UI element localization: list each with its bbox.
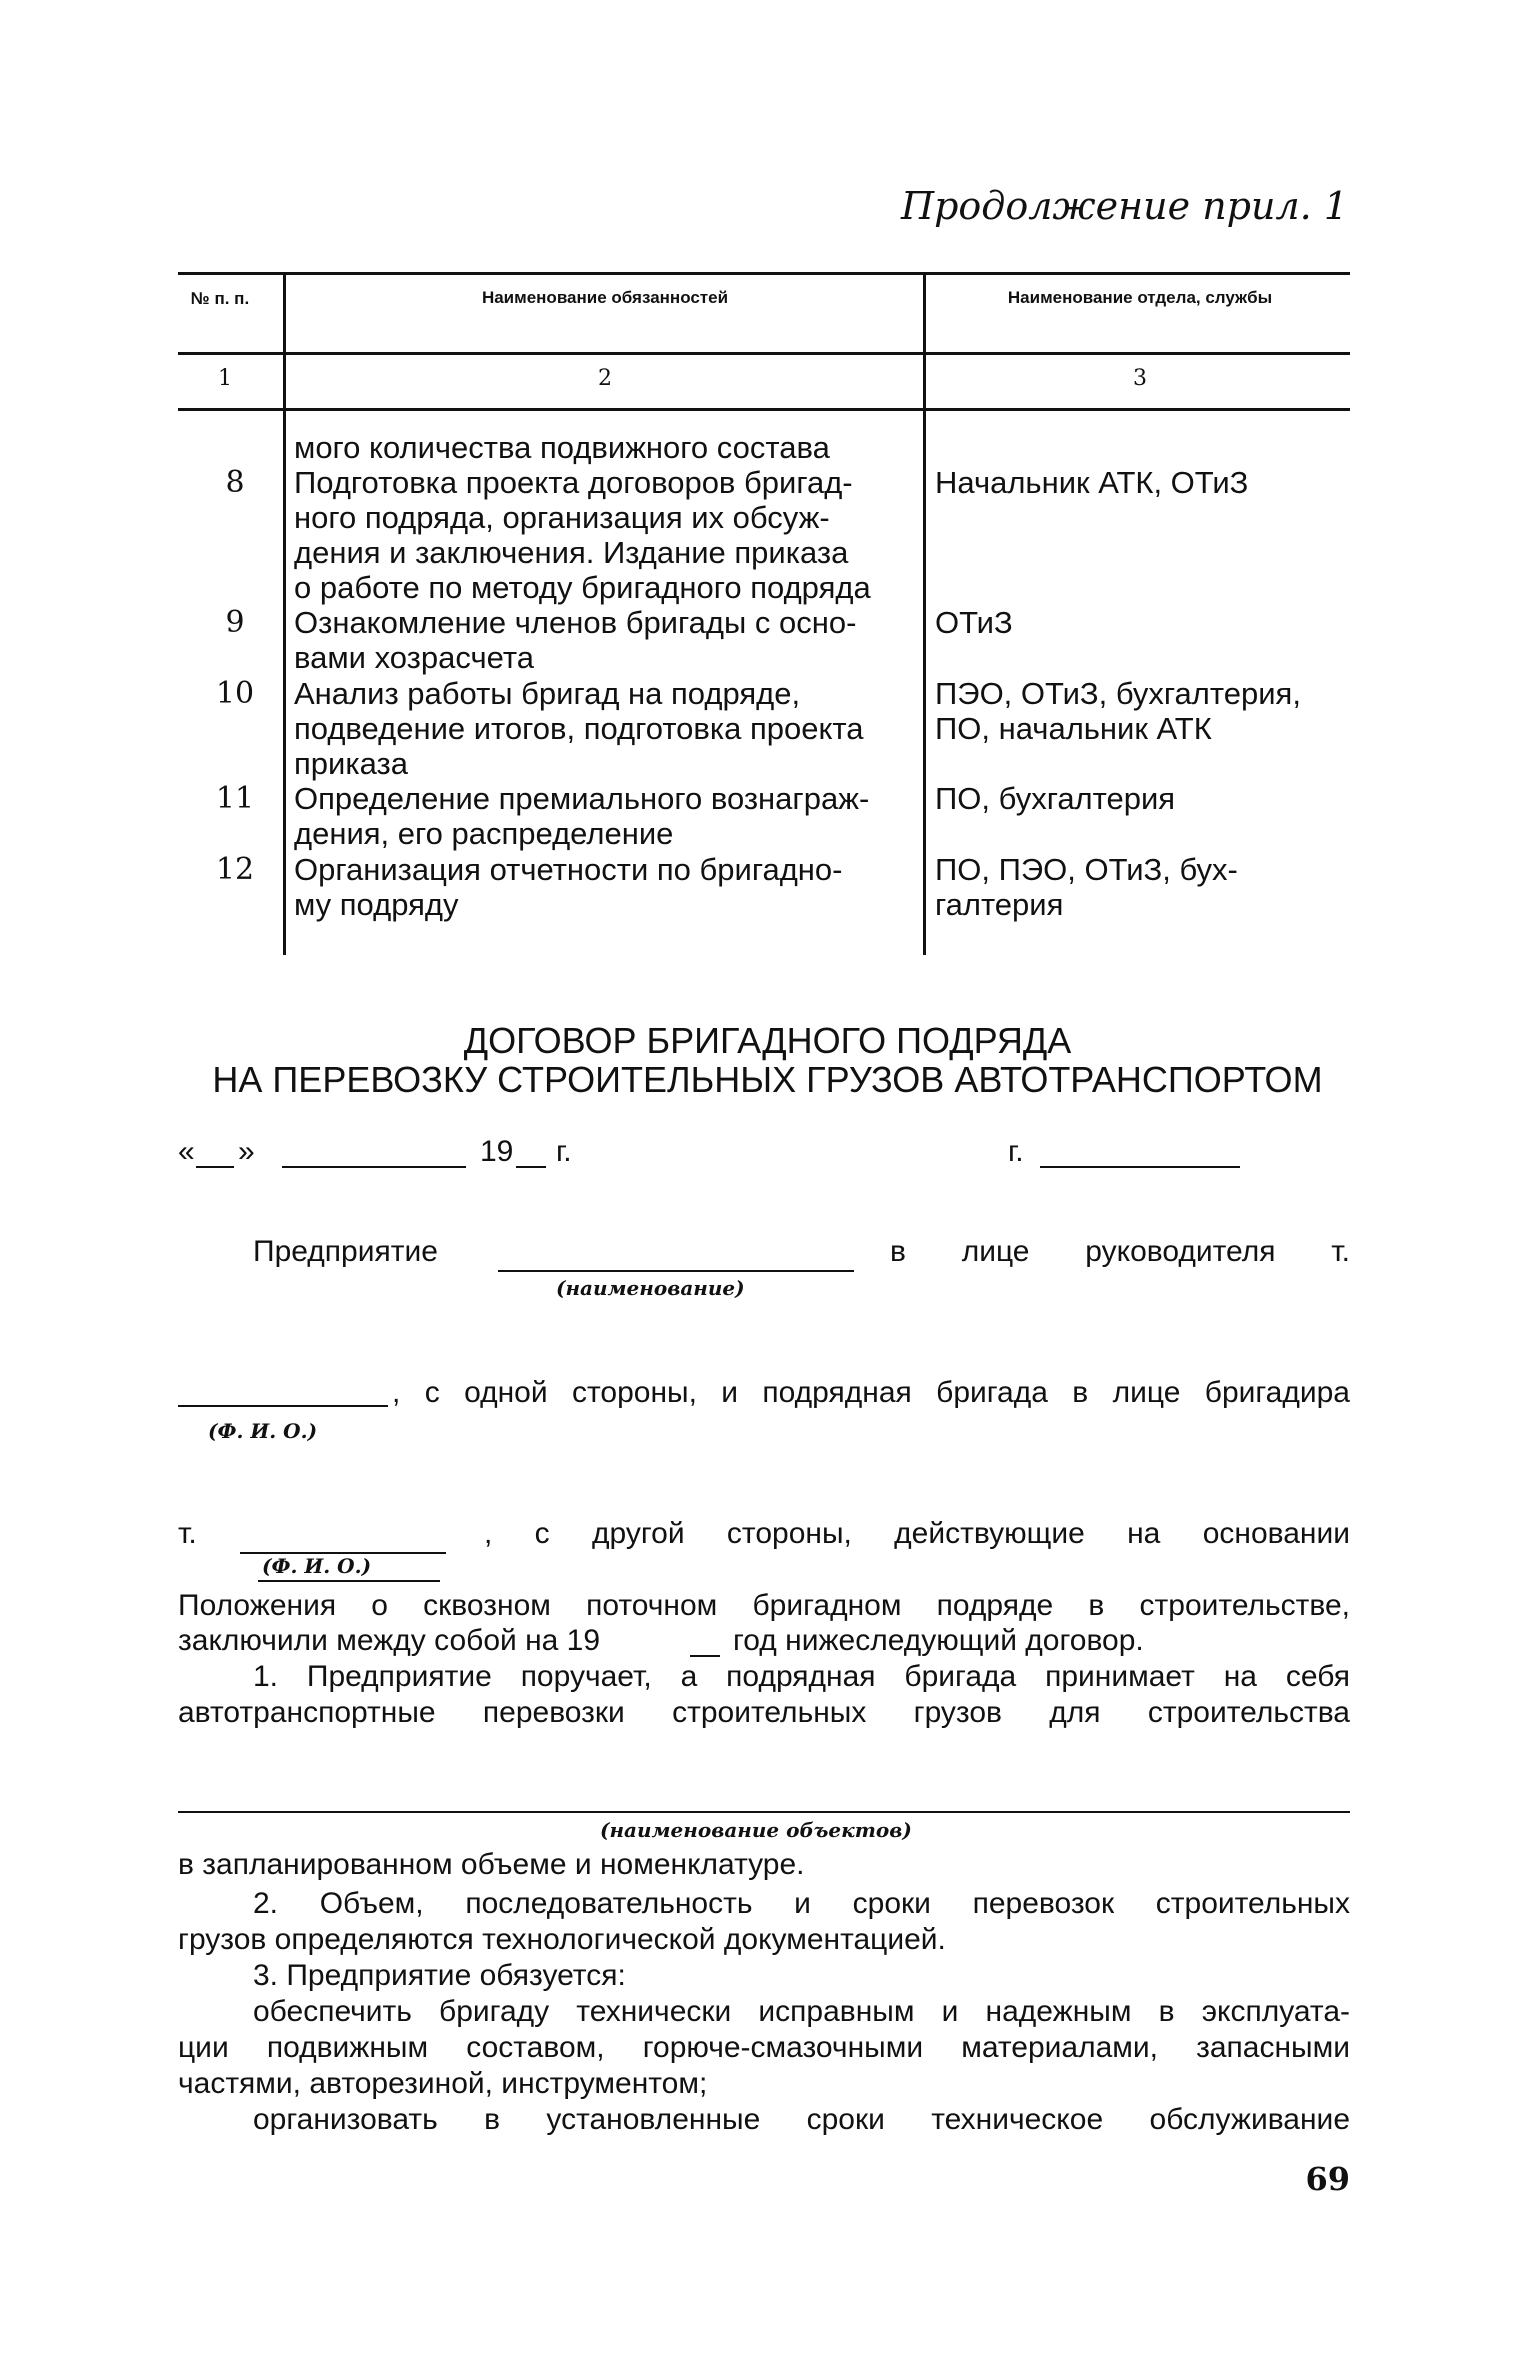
table-row-9-duty: Ознакомление членов бригады с осно- вами хозрасчета (294, 605, 857, 675)
brigadier-name-caption: (Ф. И. О.) (262, 1554, 372, 1578)
date-month-blank (282, 1166, 466, 1168)
table-divider-1 (283, 272, 286, 955)
clause-1-line-3: в запланированном объеме и номенклатуре. (178, 1848, 805, 1881)
table-row-10-number: 10 (215, 676, 255, 711)
table-row-12-duty: Организация отчетности по бригадно- му подряду (294, 852, 843, 922)
table-top-rule (178, 272, 1350, 275)
table-row-9-department: ОТиЗ (935, 605, 1013, 640)
date-year-suffix: г. (556, 1135, 572, 1168)
table-number-rule (178, 408, 1350, 411)
table-divider-2 (923, 272, 926, 955)
clause-3-line-2: ции подвижным составом, горюче-смазочными материалами, запасными (178, 2031, 1350, 2064)
contract-year-blank (690, 1655, 720, 1657)
clause-3-line-4: организовать в установленные сроки техническое обслуживание (253, 2103, 1350, 2136)
header-department-column: Наименование отдела, службы (1007, 288, 1273, 307)
contract-title-line-1: ДОГОВОР БРИГАДНОГО ПОДРЯДА (463, 1020, 1072, 1061)
clause-2-line-2: грузов определяются технологической документацией. (178, 1923, 946, 1956)
city-prefix: г. (1008, 1135, 1024, 1168)
clause-3-head: 3. Предприятие обязуется: (253, 1959, 626, 1992)
clause-1-line-1: 1. Предприятие поручает, а подрядная бригада принимает на себя (253, 1660, 1350, 1693)
column-number-3: 3 (1133, 366, 1147, 391)
clause-3-line-1: обеспечить бригаду технически исправным и надежным в эксплуата- (253, 1995, 1350, 2028)
continuation-note: Продолжение прил. 1 (900, 184, 1348, 228)
table-row-10-department: ПЭО, ОТиЗ, бухгалтерия, ПО, начальник АТК (935, 676, 1301, 746)
header-number-column: № п. п. (190, 289, 250, 308)
clause-2-line-1: 2. Объем, последовательность и сроки перевозок строительных (253, 1887, 1350, 1920)
column-number-1: 1 (218, 366, 232, 391)
brigadier-caption-rule (258, 1580, 440, 1582)
table-row-8-department: Начальник АТК, ОТиЗ (935, 465, 1249, 500)
basis-line-2-start: заключили между собой на 19 (178, 1624, 601, 1657)
table-row-8-duty: Подготовка проекта договоров бригад- ного подряда, организация их обсуж- дения и заключения. Издание приказа о работе по методу бригадного подряда (294, 465, 871, 605)
header-duty-column: Наименование обязанностей (481, 288, 729, 307)
table-row-11-department: ПО, бухгалтерия (935, 781, 1176, 816)
basis-line-2-end: год нижеследующий договор. (733, 1624, 1144, 1657)
clause-3-line-3: частями, авторезиной, инструментом; (178, 2067, 708, 2100)
date-year-prefix: 19 (480, 1135, 514, 1168)
date-year-blank (516, 1166, 546, 1168)
column-number-2: 2 (598, 366, 612, 391)
objects-name-caption: (наименование объектов) (600, 1818, 912, 1842)
party1-prefix: Предприятие (253, 1235, 438, 1268)
date-day-blank (196, 1166, 234, 1168)
page-number: 69 (1305, 2160, 1350, 2198)
director-name-caption: (Ф. И. О.) (208, 1419, 318, 1443)
enterprise-name-blank (498, 1270, 854, 1272)
basis-line-1: Положения о сквозном поточном бригадном подряде в строительстве, (178, 1589, 1350, 1622)
party2-text: , с одной стороны, и подрядная бригада в лице бригадира (392, 1376, 1350, 1409)
table-row-9-number: 9 (225, 605, 245, 640)
table-row-12-number: 12 (215, 852, 255, 887)
enterprise-name-caption: (наименование) (556, 1276, 745, 1300)
table-row-10-duty: Анализ работы бригад на подряде, подведение итогов, подготовка проекта приказа (294, 676, 864, 781)
date-quote-close: » (238, 1135, 255, 1168)
clause-1-line-2: автотранспортные перевозки строительных грузов для строительства (178, 1696, 1350, 1729)
table-header-rule (178, 352, 1350, 355)
city-blank (1040, 1166, 1240, 1168)
director-name-blank (178, 1405, 388, 1407)
party3-text: , с другой стороны, действующие на основании (484, 1517, 1350, 1550)
table-row-continued-duty: мого количества подвижного состава (294, 430, 830, 465)
table-row-12-department: ПО, ПЭО, ОТиЗ, бух- галтерия (935, 852, 1238, 922)
objects-name-blank (178, 1811, 1350, 1813)
party1-middle: в лице руководителя т. (890, 1235, 1350, 1268)
table-row-8-number: 8 (225, 465, 245, 500)
date-quote-open: « (178, 1135, 195, 1168)
contract-title-line-2: НА ПЕРЕВОЗКУ СТРОИТЕЛЬНЫХ ГРУЗОВ АВТОТРАНСПОРТОМ (212, 1059, 1323, 1100)
table-row-11-number: 11 (215, 781, 255, 816)
party3-prefix: т. (178, 1517, 197, 1550)
table-row-11-duty: Определение премиального вознаграж- дения, его распределение (294, 781, 870, 851)
